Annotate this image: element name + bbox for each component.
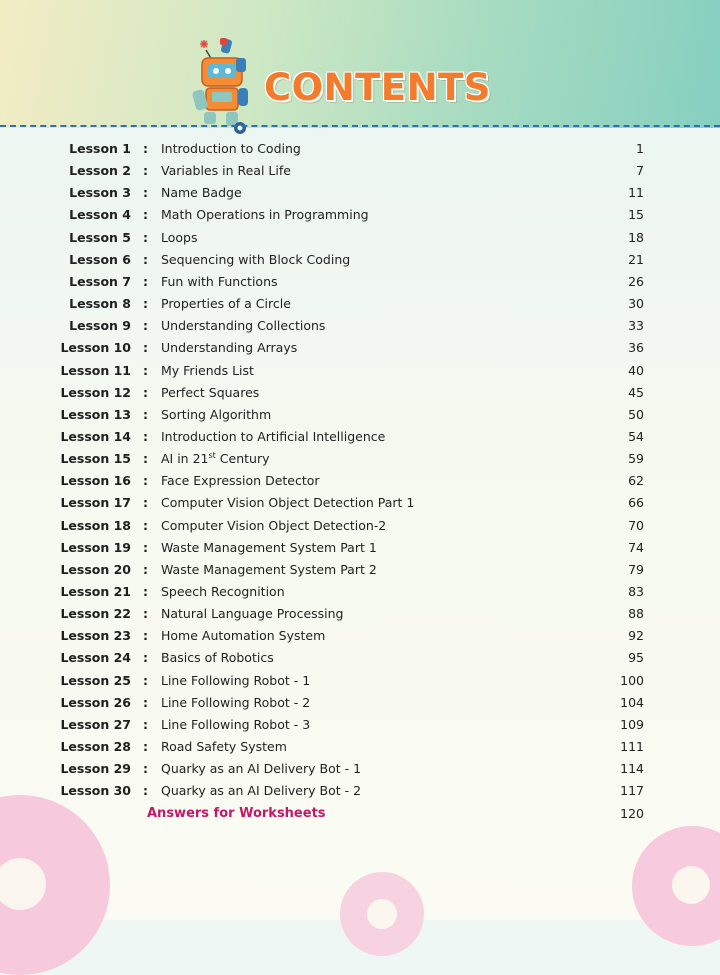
separator-colon: :	[143, 251, 148, 267]
lesson-title: Basics of Robotics	[161, 650, 274, 666]
lesson-title-superscript: st	[208, 451, 216, 461]
separator-colon: :	[143, 163, 148, 179]
toc-row-answers[interactable]	[0, 803, 720, 825]
toc-row[interactable]	[0, 271, 720, 293]
lesson-title: Understanding Arrays	[161, 340, 298, 356]
separator-colon: :	[143, 783, 148, 799]
toc-row[interactable]	[0, 492, 720, 514]
separator-colon: :	[143, 451, 148, 467]
lesson-title: Introduction to Artificial Intelligence	[161, 428, 386, 444]
toc-row[interactable]	[0, 160, 720, 182]
page-number: 33	[628, 318, 644, 334]
toc-row[interactable]	[0, 404, 720, 426]
separator-colon: :	[143, 141, 148, 156]
page-number: 62	[628, 473, 644, 489]
toc-row[interactable]	[0, 559, 720, 581]
lesson-label: Lesson 11	[60, 362, 131, 378]
separator-colon: :	[143, 296, 148, 312]
toc-row[interactable]	[0, 470, 720, 492]
separator-colon: :	[143, 384, 148, 400]
lesson-title: Name Badge	[161, 185, 242, 201]
lesson-label: Lesson 7	[69, 273, 131, 289]
lesson-title: Variables in Real Life	[161, 163, 291, 179]
answers-title: Answers for Worksheets	[147, 805, 326, 821]
lesson-title: Computer Vision Object Detection Part 1	[161, 495, 415, 511]
toc-row[interactable]	[0, 426, 720, 448]
page-number: 95	[628, 650, 644, 666]
toc-row[interactable]	[0, 603, 720, 625]
toc-row[interactable]	[0, 537, 720, 559]
page-title: CONTENTS	[264, 66, 491, 109]
lesson-title: Understanding Collections	[161, 318, 326, 334]
lesson-title	[161, 451, 270, 466]
separator-colon: :	[143, 207, 148, 223]
toc-row[interactable]	[0, 337, 720, 359]
toc-row[interactable]	[0, 204, 720, 226]
lesson-title: Home Automation System	[161, 628, 326, 644]
separator-colon: :	[143, 761, 148, 777]
toc-row[interactable]	[0, 382, 720, 404]
lesson-title-part: Century	[215, 451, 270, 467]
toc-row[interactable]	[0, 448, 720, 470]
lesson-label: Lesson 8	[69, 296, 131, 312]
toc-row[interactable]	[0, 182, 720, 204]
lesson-label: Lesson 29	[60, 761, 131, 777]
page-number: 21	[628, 251, 644, 267]
separator-colon: :	[143, 606, 148, 622]
lesson-title: Perfect Squares	[161, 384, 260, 400]
lesson-label: Lesson 6	[69, 251, 131, 267]
lesson-label: Lesson 22	[60, 606, 131, 622]
separator-colon: :	[143, 273, 148, 289]
lesson-title: Line Following Robot - 3	[161, 716, 311, 732]
lesson-title: Quarky as an AI Delivery Bot - 1	[161, 761, 362, 777]
lesson-label: Lesson 12	[60, 384, 131, 400]
separator-colon: :	[143, 716, 148, 732]
lesson-label: Lesson 23	[60, 628, 131, 644]
separator-colon: :	[143, 561, 148, 577]
page-number: 15	[628, 207, 644, 223]
page-number: 111	[620, 739, 644, 755]
lesson-title-part: AI in 21	[161, 451, 209, 467]
page-number: 66	[628, 495, 644, 511]
toc-row[interactable]	[0, 249, 720, 271]
page-number: 109	[620, 716, 644, 732]
page-number: 120	[620, 805, 644, 821]
lesson-title: Line Following Robot - 1	[161, 672, 311, 688]
lesson-title: Math Operations in Programming	[161, 207, 369, 223]
toc-row[interactable]	[0, 625, 720, 647]
separator-colon: :	[143, 362, 148, 378]
lesson-label: Lesson 24	[60, 650, 131, 666]
page-number: 11	[628, 185, 644, 201]
separator-colon: :	[143, 229, 148, 245]
lesson-title: Quarky as an AI Delivery Bot - 2	[161, 783, 362, 799]
lesson-title: Face Expression Detector	[161, 473, 320, 489]
page-number: 74	[628, 539, 644, 555]
lesson-label: Lesson 15	[60, 451, 131, 467]
toc-row[interactable]	[0, 647, 720, 669]
page-number: 100	[620, 672, 644, 688]
separator-colon: :	[143, 672, 148, 688]
robot-mascot-icon	[190, 36, 260, 136]
toc-row[interactable]	[0, 138, 720, 160]
toc-row[interactable]	[0, 581, 720, 603]
lesson-label: Lesson 27	[60, 716, 131, 732]
page-number: 30	[628, 296, 644, 312]
toc-row[interactable]	[0, 758, 720, 780]
page-number: 18	[628, 229, 644, 245]
separator-colon: :	[143, 517, 148, 533]
page-number: 26	[628, 273, 644, 289]
lesson-label: Lesson 1	[69, 141, 131, 156]
lesson-label: Lesson 9	[69, 318, 131, 334]
page-number: 36	[628, 340, 644, 356]
separator-colon: :	[143, 694, 148, 710]
toc-row[interactable]	[0, 227, 720, 249]
lesson-label: Lesson 28	[60, 739, 131, 755]
lesson-title: Waste Management System Part 2	[161, 561, 377, 577]
page-number: 54	[628, 428, 644, 444]
page-number: 50	[628, 406, 644, 422]
page-number: 88	[628, 606, 644, 622]
separator-colon: :	[143, 318, 148, 334]
separator-colon: :	[143, 428, 148, 444]
lesson-title: Loops	[161, 229, 198, 245]
toc-row[interactable]	[0, 360, 720, 382]
page-number: 92	[628, 628, 644, 644]
page-number: 45	[628, 384, 644, 400]
lesson-label: Lesson 2	[69, 163, 131, 179]
page-number: 70	[628, 517, 644, 533]
lesson-title: Properties of a Circle	[161, 296, 291, 312]
separator-colon: :	[143, 584, 148, 599]
toc-row[interactable]	[0, 515, 720, 537]
toc-row[interactable]	[0, 692, 720, 714]
separator-colon: :	[143, 628, 148, 644]
lesson-label: Lesson 21	[60, 584, 131, 599]
page-number: 1	[636, 141, 644, 156]
lesson-title: Speech Recognition	[161, 584, 285, 599]
header-divider	[0, 125, 720, 127]
lesson-title: My Friends List	[161, 362, 254, 378]
page-number: 114	[620, 761, 644, 777]
lesson-label: Lesson 13	[60, 406, 131, 422]
separator-colon: :	[143, 185, 148, 201]
separator-colon: :	[143, 739, 148, 755]
lesson-label: Lesson 26	[60, 694, 131, 710]
lesson-title: Road Safety System	[161, 739, 287, 755]
lesson-label: Lesson 4	[69, 207, 131, 223]
page-number: 40	[628, 362, 644, 378]
lesson-label: Lesson 17	[60, 495, 131, 511]
lesson-title: Sequencing with Block Coding	[161, 251, 351, 267]
lesson-title: Computer Vision Object Detection-2	[161, 517, 387, 533]
separator-colon: :	[143, 406, 148, 422]
lesson-label: Lesson 18	[60, 517, 131, 533]
lesson-title: Introduction to Coding	[161, 141, 301, 156]
lesson-title: Fun with Functions	[161, 273, 278, 289]
separator-colon: :	[143, 473, 148, 489]
page-number: 79	[628, 561, 644, 577]
lesson-label: Lesson 16	[60, 473, 131, 489]
decor-circle-bottom-hole	[367, 899, 397, 929]
separator-colon: :	[143, 495, 148, 511]
toc-row[interactable]	[0, 670, 720, 692]
lesson-label: Lesson 5	[69, 229, 131, 245]
toc-row[interactable]	[0, 736, 720, 758]
lesson-title: Sorting Algorithm	[161, 406, 272, 422]
lesson-label: Lesson 30	[60, 783, 131, 799]
separator-colon: :	[143, 340, 148, 356]
toc-row[interactable]	[0, 780, 720, 802]
page-number: 7	[636, 163, 644, 179]
toc-row[interactable]	[0, 293, 720, 315]
lesson-title: Line Following Robot - 2	[161, 694, 311, 710]
page-number: 117	[620, 783, 644, 799]
separator-colon: :	[143, 650, 148, 666]
page-number: 104	[620, 694, 644, 710]
lesson-label: Lesson 3	[69, 185, 131, 201]
lesson-label: Lesson 10	[60, 340, 131, 356]
lesson-label: Lesson 25	[60, 672, 131, 688]
toc-row[interactable]	[0, 714, 720, 736]
toc-row[interactable]	[0, 315, 720, 337]
separator-colon: :	[143, 539, 148, 555]
lesson-label: Lesson 19	[60, 539, 131, 555]
lesson-title: Waste Management System Part 1	[161, 539, 377, 555]
decor-circle-right-hole	[672, 866, 710, 904]
lesson-label: Lesson 14	[60, 428, 131, 444]
lesson-title: Natural Language Processing	[161, 606, 344, 622]
page-number: 83	[628, 584, 644, 599]
page-number: 59	[628, 451, 644, 467]
lesson-label: Lesson 20	[60, 561, 131, 577]
